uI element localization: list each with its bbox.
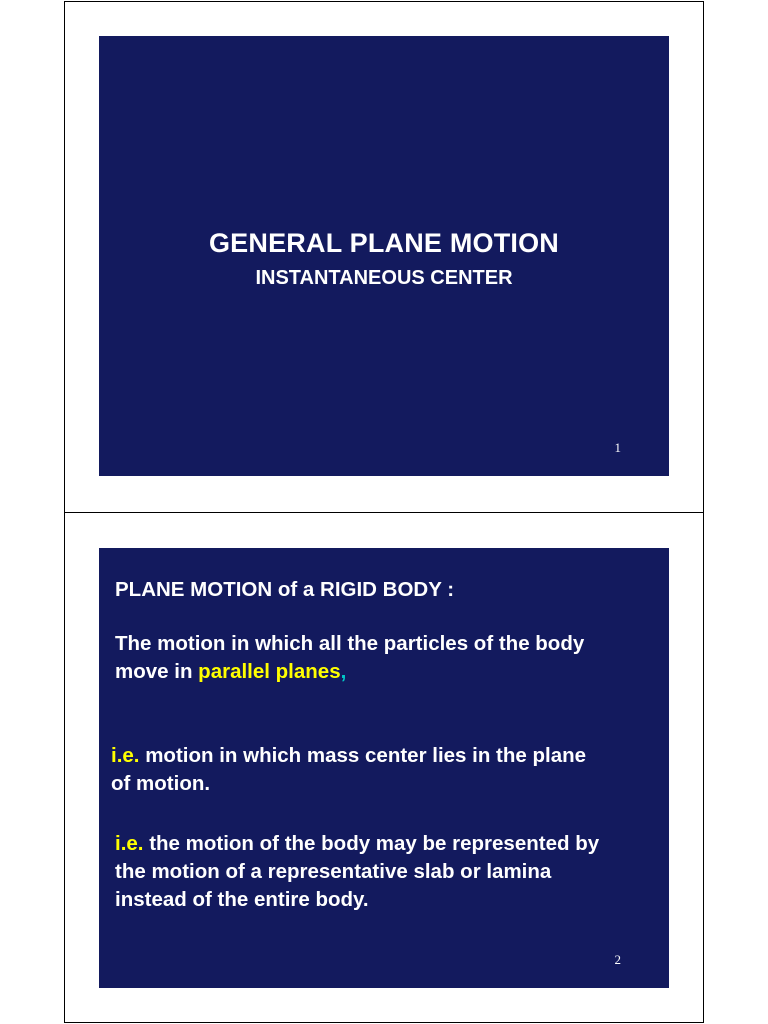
paragraph-1-move-in: move in [115, 660, 199, 683]
slide-2-paragraph-3 [115, 830, 599, 914]
paragraph-3-line-1 [115, 830, 599, 858]
paragraph-1-line-2 [115, 658, 584, 686]
paragraph-3-line-2: the motion of a representative slab or lamina [115, 860, 552, 883]
paragraph-2-ie-highlight: i.e. [111, 744, 140, 767]
paragraph-3-line-3: instead of the entire body. [115, 888, 369, 911]
slide-2-paragraph-1 [115, 630, 584, 686]
slide-2-paragraph-2 [111, 742, 586, 798]
slide-1-title: GENERAL PLANE MOTION [208, 228, 560, 258]
paragraph-2-line-1 [111, 742, 586, 770]
paragraph-3-line-1-text: the motion of the body may be represented by [143, 832, 600, 855]
slide-1-number: 1 [614, 440, 621, 455]
slide-2-heading [115, 576, 454, 604]
slide-2 [99, 548, 669, 988]
slide-1 [99, 36, 669, 476]
paragraph-1-comma: , [340, 660, 347, 683]
paragraph-2-line-2: of motion. [111, 772, 211, 795]
paragraph-3-ie-highlight: i.e. [115, 832, 144, 855]
heading-plane-motion: PLANE MOTION [115, 578, 273, 601]
heading-of-a: of a [272, 578, 321, 601]
slide-1-subtitle: INSTANTANEOUS CENTER [255, 267, 513, 289]
parallel-planes-highlight: parallel planes [198, 660, 341, 683]
slide-2-number: 2 [614, 952, 621, 967]
paragraph-2-line-1-text: motion in which mass center lies in the plane [139, 744, 587, 767]
heading-rigid-body: RIGID BODY : [320, 578, 455, 601]
paragraph-1-line-1: The motion in which all the particles of the body [115, 632, 585, 655]
